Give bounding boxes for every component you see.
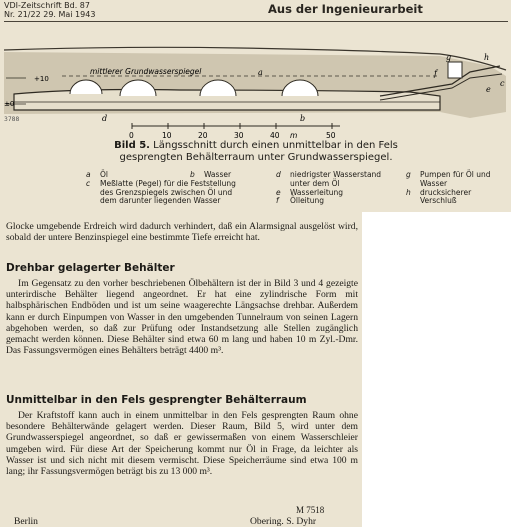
heading-rock-chamber: Unmittelbar in den Fels gesprengter Behälterraum bbox=[6, 394, 307, 406]
legend-entry: a Öl bbox=[86, 170, 108, 179]
legend-column-4 bbox=[406, 171, 496, 206]
pump-house bbox=[448, 62, 462, 78]
label-d: d bbox=[102, 114, 108, 123]
paragraph-rock-chamber: Der Kraftstoff kann auch in einem unmittelbar in den Fels gesprengten Raum ohne besondere Behälterwände gelagert werden. Dieser Raum, Bild 5, wird unter dem Grundwasserspiegel angeordnet, so daß er gewissermaßen von einem Wasserschleier umgeben wird. Für diese Art der Speicherung kommt nur Öl in Frage, da leichter als Wasser ist und sich nicht mit diesem vermischt. Diese Speicherräume sind etwa 100 m lang; ihr Fassungsvermögen beträgt bis zu 13 000 m³. bbox=[6, 410, 358, 478]
paragraph-rotating-tank: Im Gegensatz zu den vorher beschriebenen Ölbehältern ist der in Bild 3 und 4 gezeigte unterirdische Behälter liegend angeordnet. Er hat eine zylindrische Form mit halbsphärischen Endböden und ist um seine waagerechte Längsachse drehbar. Außerdem kann er durch Einpumpen von Wasser in den umgebenden Tunnelraum von seinen Lagern abgehoben werden, so daß zur Prüfung oder Instandsetzung alle Stellen zugänglich gemacht werden können. Diese Behälter sind etwa 60 m lang und haben 10 m Zyl.-Dmr. Das Fassungsvermögen eines Behälters beträgt 4400 m³. bbox=[6, 278, 358, 357]
scale-label-10: 10 bbox=[162, 131, 172, 140]
caption-text: Längsschnitt durch einen unmittelbar in den Fels gesprengten Behälterraum unter Grundwasserspiegel. bbox=[119, 140, 398, 163]
scale-label-20: 20 bbox=[198, 131, 208, 140]
plus0-label: ±0 bbox=[4, 100, 15, 108]
reference-mark: M 7518 bbox=[296, 505, 325, 515]
legend-entry: e Wasserleitung bbox=[276, 187, 344, 197]
header-divider bbox=[4, 21, 508, 22]
legend-entry: f Ölleitung bbox=[276, 196, 324, 206]
journal-line-2: Nr. 21/22 29. Mai 1943 bbox=[4, 10, 96, 19]
legend-entry: g Pumpen für Öl und Wasser bbox=[406, 170, 491, 188]
legend-column-3 bbox=[276, 171, 396, 206]
journal-line-1: VDI-Zeitschrift Bd. 87 bbox=[4, 1, 90, 10]
scale-label-50: 50 bbox=[326, 131, 336, 140]
label-b: b bbox=[300, 114, 306, 123]
legend-entry: d niedrigster Wasserstand unter dem Öl bbox=[276, 170, 382, 188]
scale-label-40: 40 bbox=[270, 131, 280, 140]
caption-number: Bild 5. bbox=[114, 140, 150, 151]
scale-label-unit: m bbox=[290, 131, 298, 140]
label-e: e bbox=[486, 85, 491, 94]
label-a: a bbox=[258, 68, 263, 77]
plus10-label: +10 bbox=[34, 75, 49, 83]
figure-number: 3788 bbox=[4, 116, 20, 123]
scale-label-30: 30 bbox=[234, 131, 244, 140]
figure-caption bbox=[100, 140, 412, 164]
legend-entry: h drucksicherer Verschluß bbox=[406, 187, 472, 206]
intro-paragraph: Glocke umgebende Erdreich wird dadurch verhindert, daß ein Alarmsignal ausgelöst wird, sobald der untere Benzinspiegel eine bestimmte Tiefe erreicht hat. bbox=[6, 221, 358, 244]
label-h: h bbox=[484, 53, 490, 62]
legend-entry: c Meßlatte (Pegel) für die Feststellung des Grenzspiegels zwischen Öl und dem darunter liegenden Wasser bbox=[86, 178, 236, 206]
legend-entry: b Wasser bbox=[190, 170, 232, 179]
place-signature: Berlin bbox=[14, 516, 38, 527]
scale-label-0: 0 bbox=[129, 131, 134, 140]
label-f: f bbox=[434, 69, 437, 78]
water-level-label: mittlerer Grundwasserspiegel bbox=[90, 67, 202, 76]
author-signature: Obering. S. Dyhr bbox=[250, 516, 317, 527]
label-c: c bbox=[500, 79, 505, 88]
section-title: Aus der Ingenieurarbeit bbox=[268, 2, 423, 16]
legend-column-2 bbox=[190, 171, 250, 180]
cross-section-figure bbox=[0, 26, 511, 140]
paper-column-region bbox=[0, 212, 362, 527]
label-g: g bbox=[446, 53, 452, 62]
journal-reference bbox=[4, 1, 124, 19]
heading-rotating-tank: Drehbar gelagerter Behälter bbox=[6, 262, 175, 274]
